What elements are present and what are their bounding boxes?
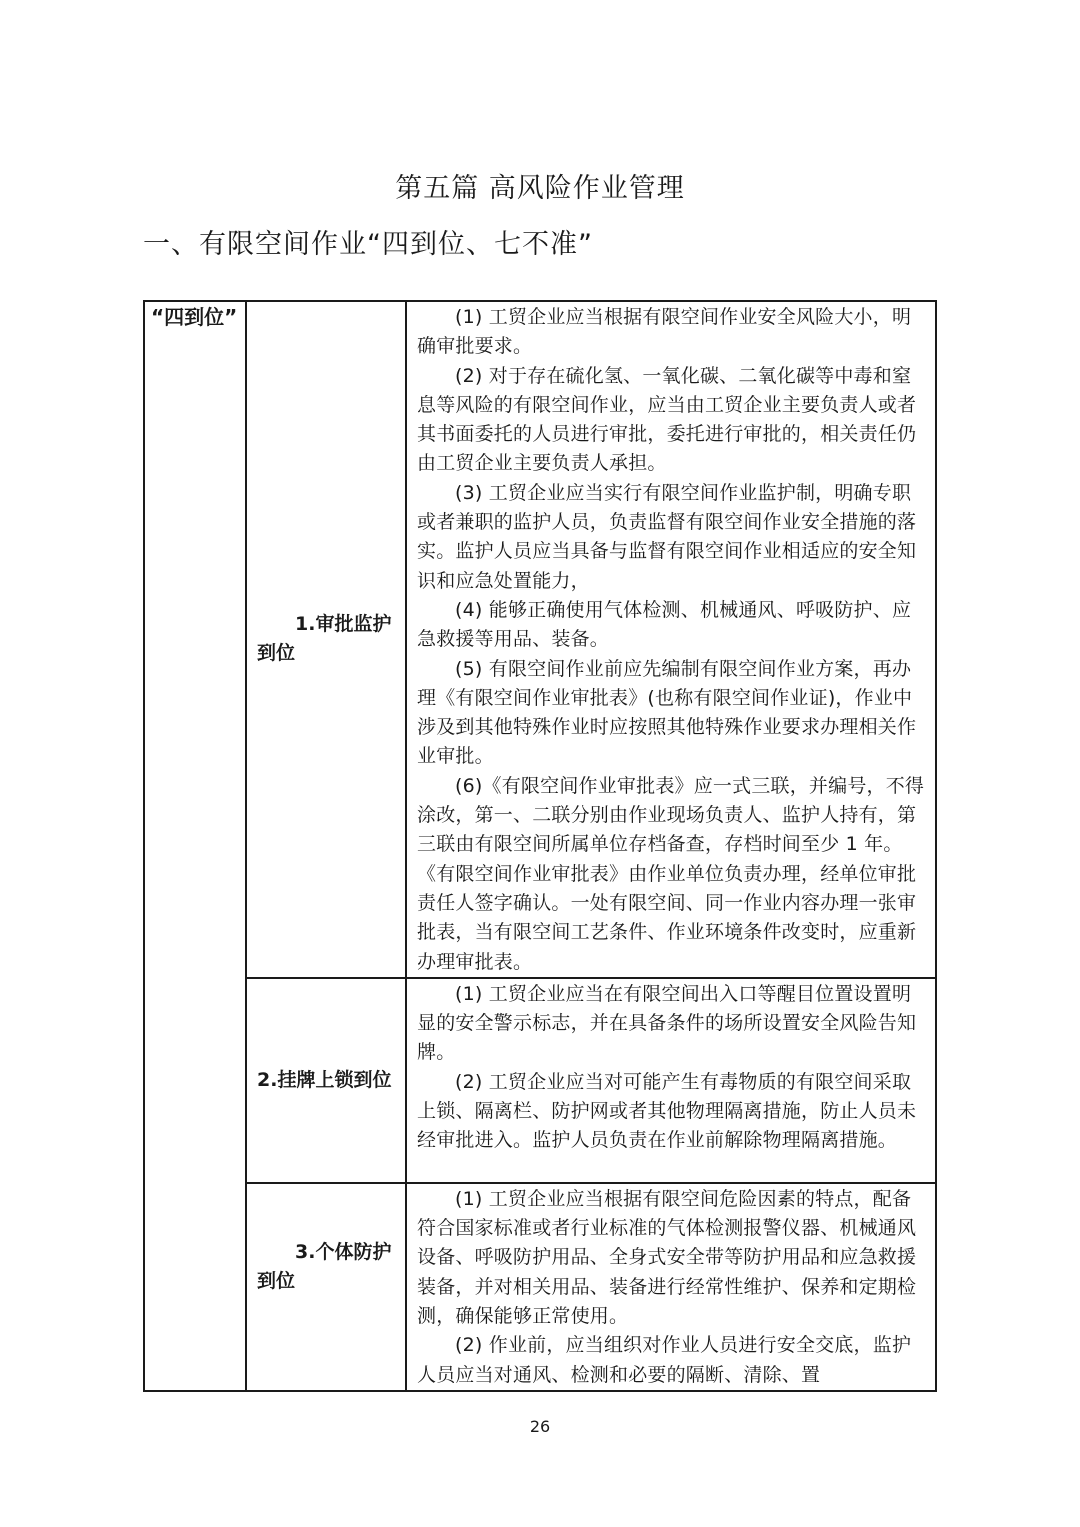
paragraph: (2) 工贸企业应当对可能产生有毒物质的有限空间采取上锁、隔离栏、防护网或者其他物理隔离措施，防止人员未经审批进入。监护人员负责在作业前解除物理隔离措施。 bbox=[417, 1070, 917, 1152]
row-label-cell bbox=[246, 301, 406, 978]
row-label-cell bbox=[246, 1183, 406, 1391]
row-label-lockout: 2.挂牌上锁到位 bbox=[257, 1068, 392, 1091]
table-row bbox=[144, 301, 936, 978]
paragraph: (2) 对于存在硫化氢、一氧化碳、二氧化碳等中毒和窒息等风险的有限空间作业，应当由工贸企业主要负责人或者其书面委托的人员进行审批，委托进行审批的，相关责任仍由工贸企业主要负责人承担。 bbox=[417, 364, 917, 475]
paragraph: (6)《有限空间作业审批表》应一式三联，并编号，不得涂改，第一、二联分别由作业现场负责人、监护人持有，第三联由有限空间所属单位存档备查，存档时间至少 1 年。《有限空间作业审批表》由作业单位负责办理，经单位审批责任人签字确认。一处有限空间、同一作业内容办理一张审批表，当有限空间工艺条件、作业环境条件改变时，应重新办理审批表。 bbox=[417, 774, 925, 973]
paragraph: (4) 能够正确使用气体检测、机械通风、呼吸防护、应急救援等用品、装备。 bbox=[417, 598, 912, 651]
part-title: 第五篇 高风险作业管理 bbox=[395, 173, 685, 204]
row-label-ppe: 3.个体防护到位 bbox=[257, 1240, 392, 1292]
row-label-approval: 1.审批监护到位 bbox=[257, 613, 392, 665]
paragraph: (1) 工贸企业应当根据有限空间作业安全风险大小，明确审批要求。 bbox=[417, 306, 912, 358]
page-number: 26 bbox=[529, 1417, 551, 1436]
category-cell bbox=[144, 301, 246, 1391]
table-row bbox=[144, 978, 936, 1183]
row-content-cell bbox=[406, 1183, 936, 1391]
row-content-lockout bbox=[407, 979, 935, 1156]
category-label: “四到位” bbox=[151, 305, 238, 329]
section-title: 一、有限空间作业“四到位、七不准” bbox=[143, 229, 593, 260]
table-row bbox=[144, 1183, 936, 1391]
paragraph: (1) 工贸企业应当在有限空间出入口等醒目位置设置明显的安全警示标志，并在具备条件的场所设置安全风险告知牌。 bbox=[417, 982, 917, 1064]
paragraph: (1) 工贸企业应当根据有限空间危险因素的特点，配备符合国家标准或者行业标准的气体检测报警仪器、机械通风设备、呼吸防护用品、全身式安全带等防护用品和应急救援装备，并对相关用品、装备进行经常性维护、保养和定期检测，确保能够正常使用。 bbox=[417, 1187, 917, 1328]
paragraph: (2) 作业前，应当组织对作业人员进行安全交底，监护人员应当对通风、检测和必要的隔断、清除、置 bbox=[417, 1334, 912, 1386]
row-content-ppe bbox=[407, 1184, 935, 1390]
paragraph: (5) 有限空间作业前应先编制有限空间作业方案，再办理《有限空间作业审批表》(也称有限空间作业证)，作业中涉及到其他特殊作业时应按照其他特殊作业要求办理相关作业审批。 bbox=[417, 657, 917, 768]
row-content-cell bbox=[406, 978, 936, 1183]
paragraph: (3) 工贸企业应当实行有限空间作业监护制，明确专职或者兼职的监护人员，负责监督有限空间作业安全措施的落实。监护人员应当具备与监督有限空间作业相适应的安全知识和应急处置能力， bbox=[417, 481, 917, 592]
requirements-table bbox=[143, 300, 937, 1392]
row-label-cell bbox=[246, 978, 406, 1183]
row-content-approval bbox=[407, 302, 935, 977]
row-content-cell bbox=[406, 301, 936, 978]
